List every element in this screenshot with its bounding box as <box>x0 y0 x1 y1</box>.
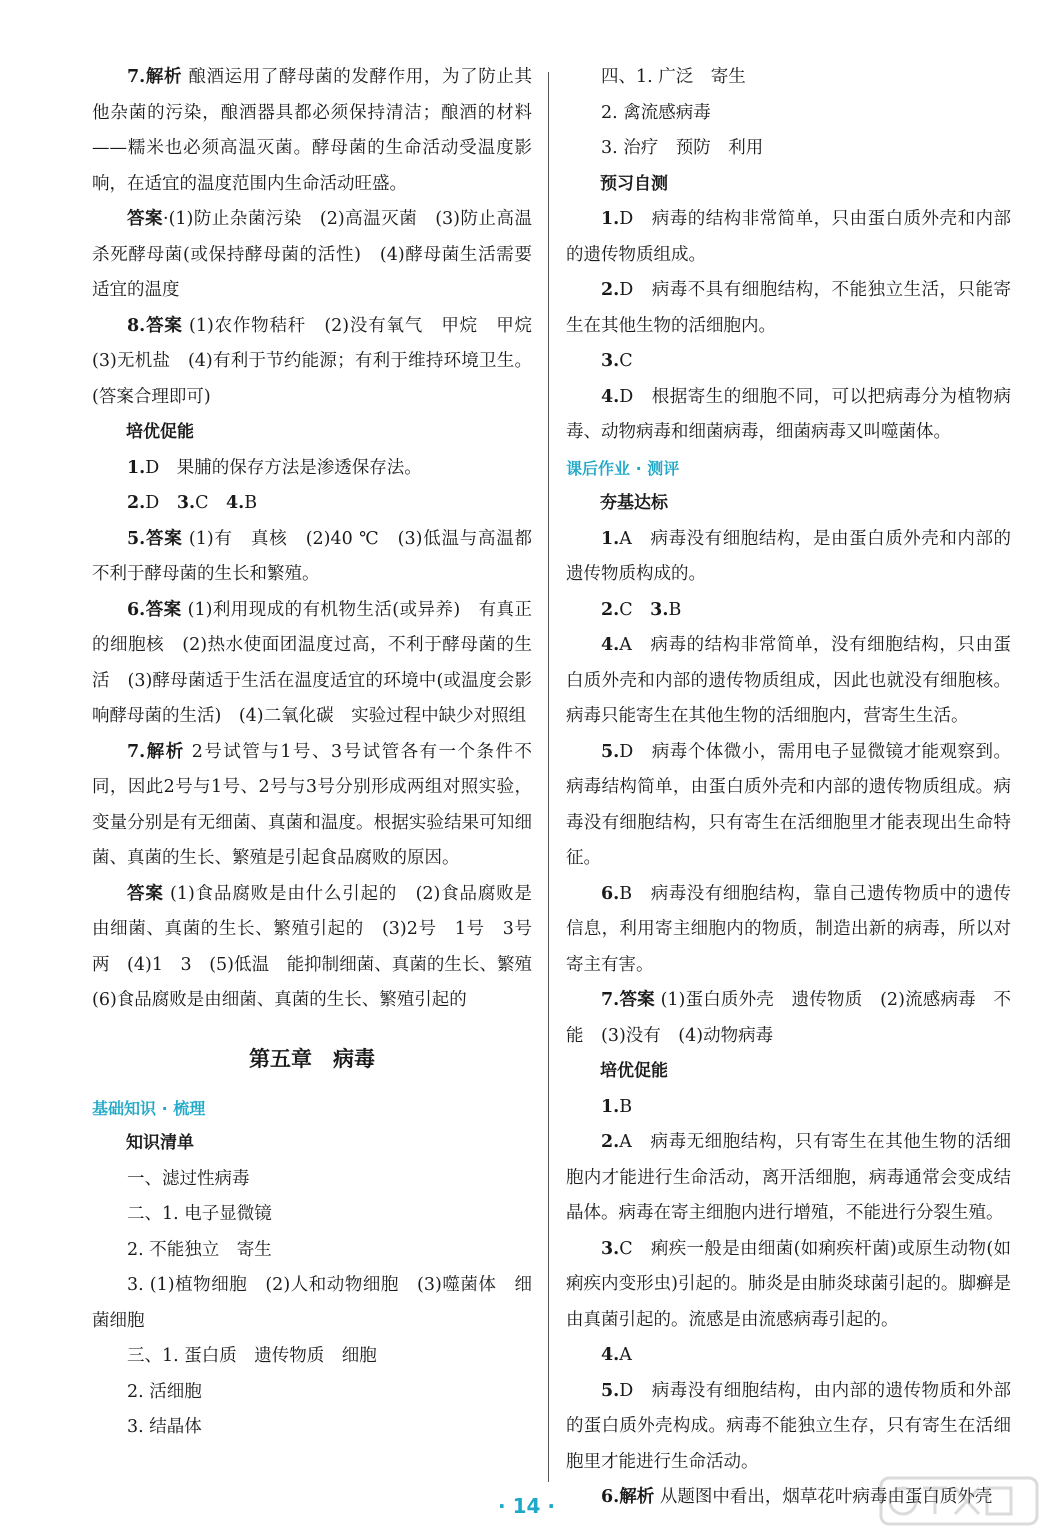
p1-answer: 1.D 果脯的保存方法是渗透保存法。 <box>127 457 422 478</box>
p6-answer: 6.答案 (1)利用现成的有机物生活(或异养) 有真正的细胞核 (2)热水使面团温度过高，不利于酵母菌的生活 (3)酵母菌适于生活在温度适宜的环境中(或温度会影响酵母菌的生活) (4)二氧化碳 实验过程中缺少对照组 <box>92 599 533 726</box>
knowledge-item: 2. 不能独立 寄生 <box>127 1239 272 1260</box>
watermark-logo-icon <box>879 1474 1039 1528</box>
h2-h3-answers: 2.C 3.B <box>601 599 682 620</box>
peiyou-heading: 培优促能 <box>600 1061 668 1081</box>
knowledge-item: 二、1. 电子显微镜 <box>127 1204 272 1224</box>
p2-p4-answers: 2.D 3.C 4.B <box>127 493 258 513</box>
g4-answer: 4.A <box>601 1345 632 1365</box>
column-divider <box>548 72 549 1482</box>
p7-explanation: 7.解析 2号试管与1号、3号试管各有一个条件不同，因此2号与1号、2号与3号分别形成两组对照实验，变量分别是有无细菌、真菌和温度。根据实验结果可知细菌、真菌的生长、繁殖是引起食品腐败的原因。 <box>92 741 532 868</box>
h5-answer: 5.D 病毒个体微小，需用电子显微镜才能观察到。病毒结构简单，由蛋白质外壳和内部的遗传物质组成。病毒没有细胞结构，只有寄生在活细胞里才能表现出生命特征。 <box>566 741 1011 868</box>
y2-answer: 2.D 病毒不具有细胞结构，不能独立生活，只能寄生在其他生物的活细胞内。 <box>566 280 1011 336</box>
y4-answer: 4.D 根据寄生的细胞不同，可以把病毒分为植物病毒、动物病毒和细菌病毒，细菌病毒又叫噬菌体。 <box>566 386 1011 442</box>
h1-answer: 1.A 病毒没有细胞结构，是由蛋白质外壳和内部的遗传物质构成的。 <box>566 528 1011 584</box>
right-column <box>566 60 1011 1516</box>
g5-answer: 5.D 病毒没有细胞结构，由内部的遗传物质和外部的蛋白质外壳构成。病毒不能独立生存，只有寄生在活细胞里才能进行生命活动。 <box>566 1380 1011 1472</box>
p5-answer: 5.答案 (1)有 真核 (2)40 ℃ (3)低温与高温都不利于酵母菌的生长和繁殖。 <box>92 528 533 584</box>
g3-answer: 3.C 痢疾一般是由细菌(如痢疾杆菌)或原生动物(如痢疾内变形虫)引起的。肺炎是由肺炎球菌引起的。脚癣是由真菌引起的。流感是由流感病毒引起的。 <box>566 1238 1011 1330</box>
peiyou-heading: 培优促能 <box>126 422 194 442</box>
base-heading: 夯基达标 <box>600 493 668 513</box>
h7-answer: 7.答案 (1)蛋白质外壳 遗传物质 (2)流感病毒 不能 (3)没有 (4)动物病毒 <box>566 990 1012 1046</box>
page-number: · 14 · <box>498 1494 555 1518</box>
knowledge-item: 三、1. 蛋白质 遗传物质 细胞 <box>127 1346 377 1366</box>
section-after-class: 课后作业 · 测评 <box>566 458 680 478</box>
h6-answer: 6.B 病毒没有细胞结构，靠自己遗传物质中的遗传信息，利用寄主细胞内的物质，制造出新的病毒，所以对寄主有害。 <box>566 883 1011 975</box>
left-column <box>92 60 550 1446</box>
knowledge-item: 2. 禽流感病毒 <box>601 102 711 123</box>
knowledge-item: 2. 活细胞 <box>127 1381 202 1402</box>
y1-answer: 1.D 病毒的结构非常简单，只由蛋白质外壳和内部的遗传物质组成。 <box>566 209 1011 265</box>
section-basic-knowledge: 基础知识 · 梳理 <box>92 1098 206 1118</box>
g6-explanation: 6.解析 从题图中看出，烟草花叶病毒由蛋白质外壳 <box>601 1487 993 1507</box>
knowledge-item: 3. (1)植物细胞 (2)人和动物细胞 (3)噬菌体 细菌细胞 <box>92 1275 532 1331</box>
p7-answer: 答案 (1)食品腐败是由什么引起的 (2)食品腐败是由细菌、真菌的生长、繁殖引起的 (3)2号 1号 3号 两 (4)1 3 (5)低温 能抑制细菌、真菌的生长、繁殖 (6)食品腐败是由细菌、真菌的生长、繁殖引起的 <box>92 883 550 1010</box>
y3-answer: 3.C <box>601 351 633 371</box>
knowledge-item: 3. 结晶体 <box>127 1417 202 1437</box>
q8-answer: 8.答案 (1)农作物秸秆 (2)没有氧气 甲烷 甲烷 (3)无机盐 (4)有利于节约能源；有利于维持环境卫生。(答案合理即可) <box>92 315 550 407</box>
chapter-title: 第五章 病毒 <box>249 1046 375 1071</box>
knowledge-item: 3. 治疗 预防 利用 <box>601 138 764 158</box>
g2-answer: 2.A 病毒无细胞结构，只有寄生在其他生物的活细胞内才能进行生命活动，离开活细胞，病毒通常会变成结晶体。病毒在寄主细胞内进行增殖，不能进行分裂生殖。 <box>566 1132 1011 1223</box>
knowledge-list-heading: 知识清单 <box>126 1133 194 1153</box>
knowledge-item: 一、滤过性病毒 <box>127 1168 250 1189</box>
g1-answer: 1.B <box>601 1096 633 1117</box>
q7-answer: 答案·(1)防止杂菌污染 (2)高温灭菌 (3)防止高温杀死酵母菌(或保持酵母菌的活性) (4)酵母菌生活需要适宜的温度 <box>92 209 532 300</box>
h4-answer: 4.A 病毒的结构非常简单，没有细胞结构，只由蛋白质外壳和内部的遗传物质组成，因此也就没有细胞核。病毒只能寄生在其他生物的活细胞内，营寄生生活。 <box>566 635 1011 726</box>
q7-explanation: 7.解析 酿酒运用了酵母菌的发酵作用，为了防止其他杂菌的污染，酿酒器具都必须保持清洁；酿酒的材料——糯米也必须高温灭菌。酵母菌的生命活动受温度影响，在适宜的温度范围内生命活动旺盛。 <box>92 67 533 194</box>
knowledge-item: 四、1. 广泛 寄生 <box>601 67 746 87</box>
preview-test-heading: 预习自测 <box>600 173 668 194</box>
